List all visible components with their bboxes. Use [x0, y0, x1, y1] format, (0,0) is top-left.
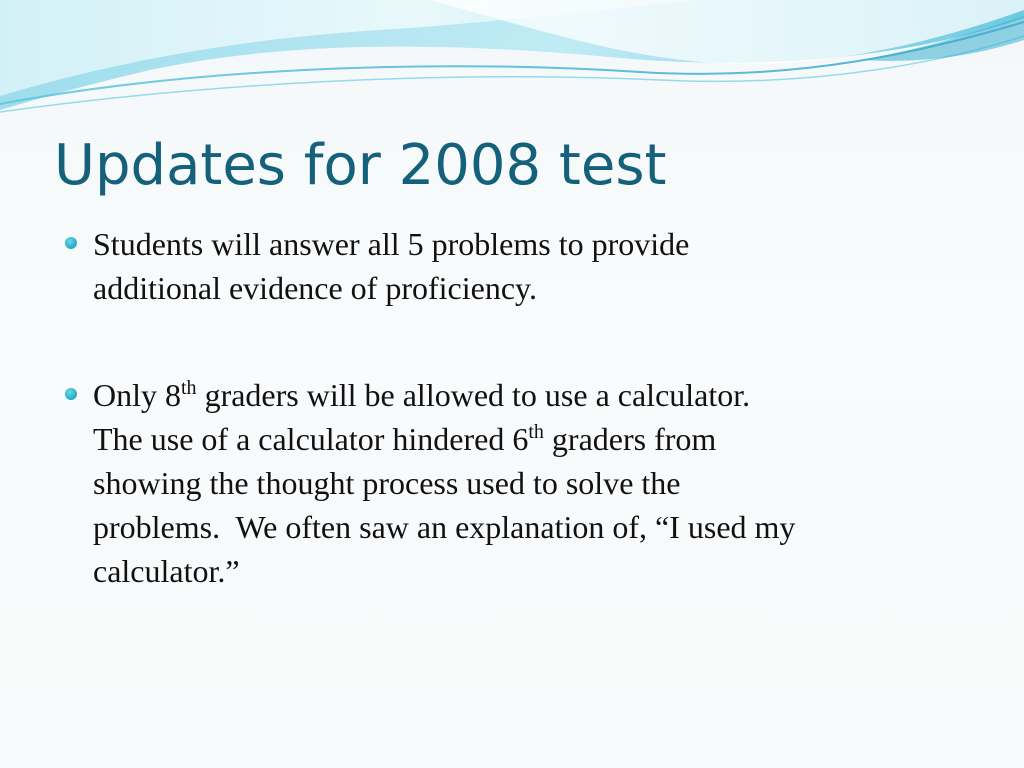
ordinal-superscript: th [181, 377, 197, 399]
text-segment: The use of a calculator hindered 6 [93, 421, 529, 457]
slide-title: Updates for 2008 test [54, 133, 667, 198]
ordinal-superscript: th [528, 421, 544, 443]
text-segment: graders from [543, 421, 717, 457]
bullet-line [93, 373, 973, 417]
bullet-text [93, 373, 973, 593]
bullet-dot-icon [65, 237, 77, 249]
bullet-line [93, 417, 973, 461]
text-segment: graders will be allowed to use a calculator. [196, 377, 751, 413]
bullet-text [93, 222, 973, 310]
bullet-line: Students will answer all 5 problems to provide [93, 226, 690, 262]
bullet-line: showing the thought process used to solve the [93, 465, 681, 501]
bullet-line: additional evidence of proficiency. [93, 270, 537, 306]
bullet-dot-icon [65, 388, 77, 400]
text-segment: Only 8 [93, 377, 181, 413]
bullet-line: calculator.” [93, 553, 240, 589]
bullet-line: problems. We often saw an explanation of, “I used my [93, 509, 796, 545]
